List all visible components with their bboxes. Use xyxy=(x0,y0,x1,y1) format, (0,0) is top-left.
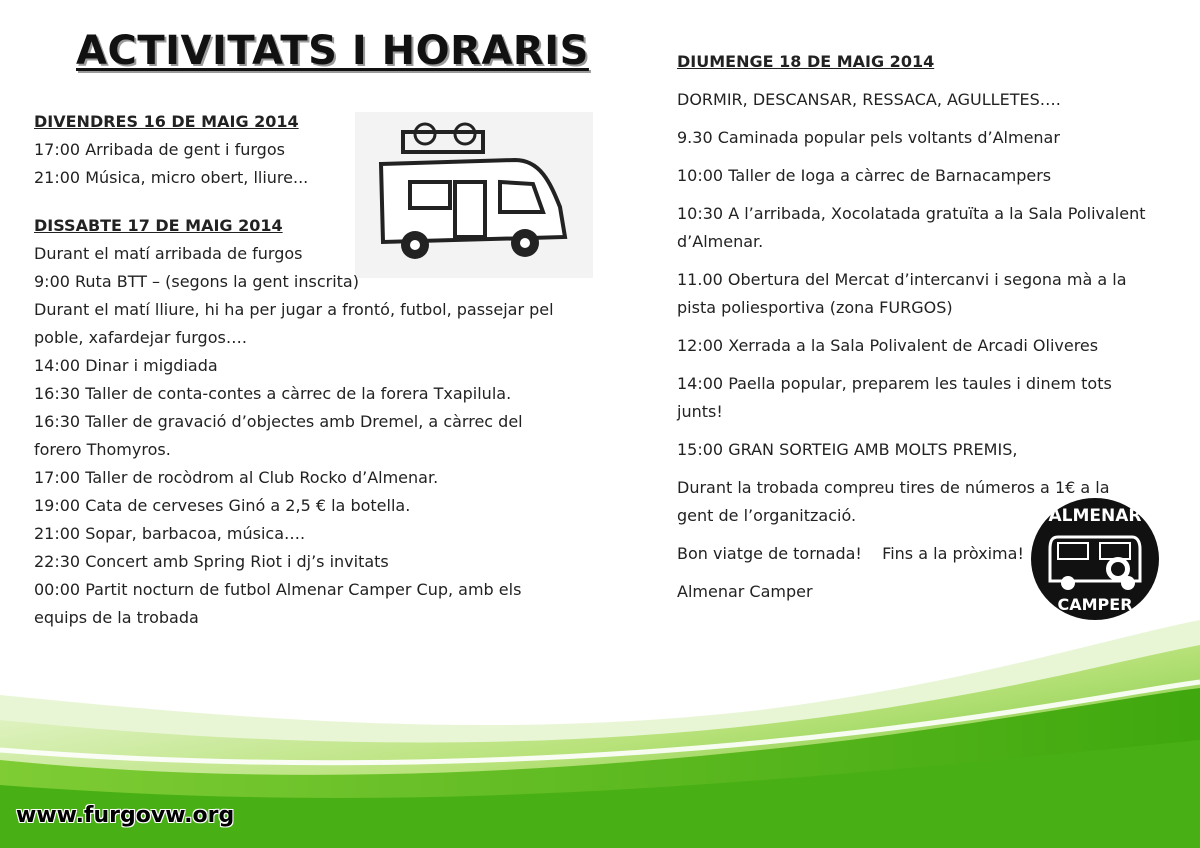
schedule-item: 12:00 Xerrada a la Sala Polivalent de Arcadi Oliveres xyxy=(677,336,1099,355)
schedule-line: 16:30 Taller de conta-contes a càrrec de la forera Txapilula. xyxy=(34,384,512,403)
logo-bottom-text: CAMPER xyxy=(1057,595,1133,614)
schedule-line: 16:30 Taller de gravació d’objectes amb Dremel, a càrrec del xyxy=(34,412,523,431)
schedule-line: 17:00 Taller de rocòdrom al Club Rocko d’Almenar. xyxy=(34,468,439,487)
left-column xyxy=(34,108,594,632)
schedule-item: 11.00 Obertura del Mercat d’intercanvi i segona mà a la pista poliesportiva (zona FURGOS) xyxy=(677,270,1127,317)
schedule-line: equips de la trobada xyxy=(34,608,199,627)
schedule-line: 14:00 Dinar i migdiada xyxy=(34,356,218,375)
schedule-line: 19:00 Cata de cerveses Ginó a 2,5 € la botella. xyxy=(34,496,411,515)
schedule-line: forero Thomyros. xyxy=(34,440,171,459)
schedule-item: DORMIR, DESCANSAR, RESSACA, AGULLETES…. xyxy=(677,90,1061,109)
schedule-line: Durant el matí arribada de furgos xyxy=(34,244,303,263)
almenar-camper-logo xyxy=(1030,497,1160,621)
schedule-line: 17:00 Arribada de gent i furgos xyxy=(34,140,285,159)
logo-top-text: ALMENAR xyxy=(1048,506,1142,526)
schedule-line: Durant el matí lliure, hi ha per jugar a frontó, futbol, passejar pel xyxy=(34,300,554,319)
schedule-line: 21:00 Música, micro obert, lliure... xyxy=(34,168,309,187)
sunday-heading: DIUMENGE 18 DE MAIG 2014 xyxy=(677,52,935,71)
friday-heading: DIVENDRES 16 DE MAIG 2014 xyxy=(34,112,299,131)
page-title: ACTIVITATS I HORARIS xyxy=(76,28,589,74)
schedule-item: 10:00 Taller de Ioga a càrrec de Barnacampers xyxy=(677,166,1052,185)
schedule-item: 14:00 Paella popular, preparem les taules i dinem tots junts! xyxy=(677,374,1112,421)
schedule-line: 9:00 Ruta BTT – (segons la gent inscrita) xyxy=(34,272,359,291)
schedule-item: Bon viatge de tornada! Fins a la pròxima! xyxy=(677,544,1024,563)
saturday-heading: DISSABTE 17 DE MAIG 2014 xyxy=(34,216,283,235)
schedule-line: poble, xafardejar furgos…. xyxy=(34,328,247,347)
schedule-item: 10:30 A l’arribada, Xocolatada gratuïta a la Sala Polivalent d’Almenar. xyxy=(677,204,1146,251)
schedule-line: 00:00 Partit nocturn de futbol Almenar Camper Cup, amb els xyxy=(34,580,522,599)
schedule-item: Durant la trobada compreu tires de números a 1€ a la gent de l’organització. xyxy=(677,478,1110,525)
schedule-line: 21:00 Sopar, barbacoa, música…. xyxy=(34,524,306,543)
schedule-item: 15:00 GRAN SORTEIG AMB MOLTS PREMIS, xyxy=(677,440,1018,459)
schedule-line: 22:30 Concert amb Spring Riot i dj’s invitats xyxy=(34,552,389,571)
schedule-item: 9.30 Caminada popular pels voltants d’Almenar xyxy=(677,128,1060,147)
website-url: www.furgovw.org xyxy=(16,803,235,828)
signature: Almenar Camper xyxy=(677,582,813,601)
